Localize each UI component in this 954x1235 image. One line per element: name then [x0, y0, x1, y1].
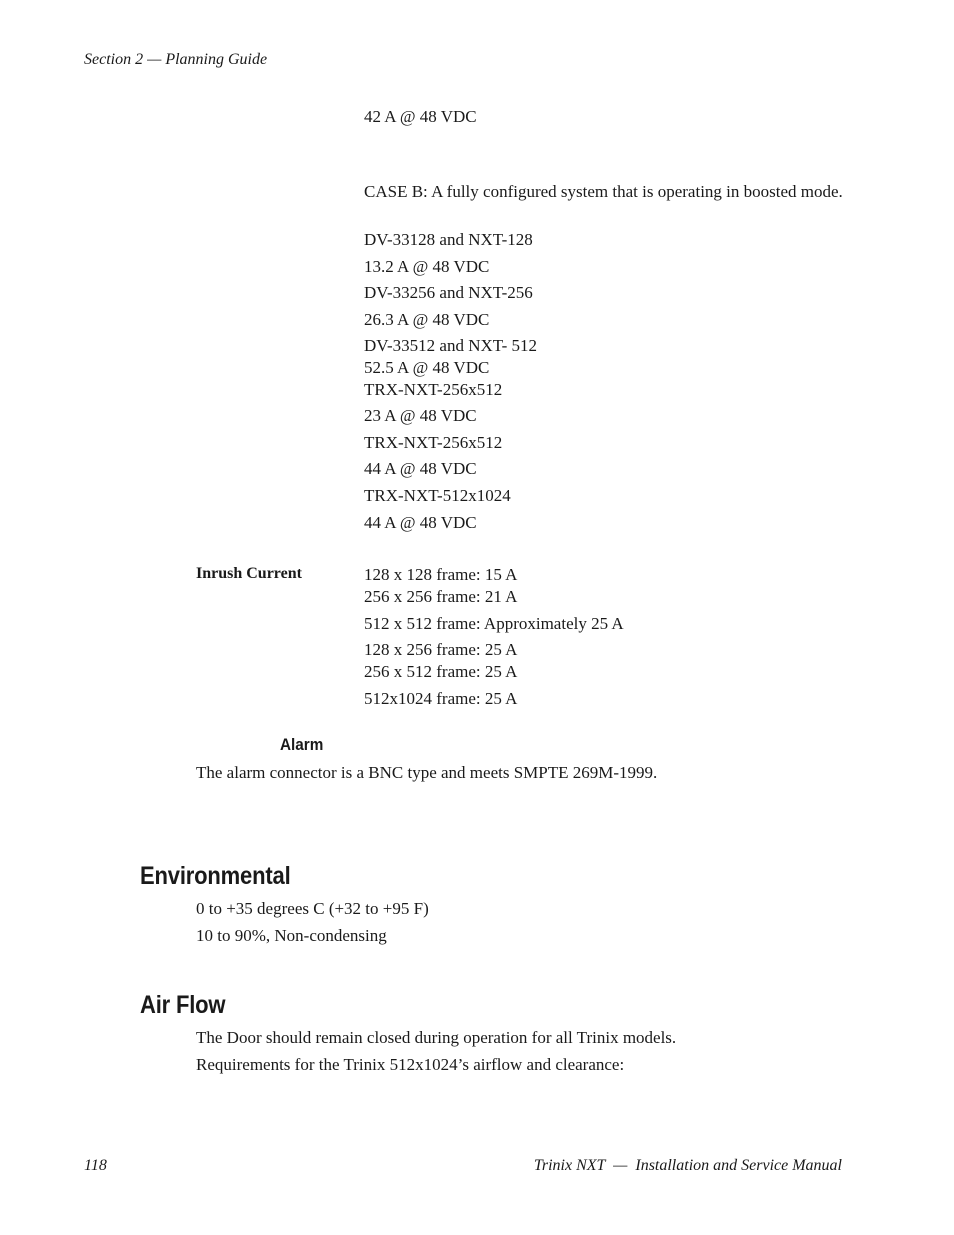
running-head: Section 2 — Planning Guide	[84, 51, 268, 68]
inrush-line: 512 x 512 frame: Approximately 25 A	[364, 614, 624, 633]
air-flow-heading: Air Flow	[140, 991, 226, 1019]
environmental-heading: Environmental	[140, 862, 291, 890]
alarm-heading: Alarm	[280, 735, 324, 754]
inrush-line: 128 x 128 frame: 15 A	[364, 565, 518, 584]
page-number: 118	[84, 1157, 107, 1174]
power-line: 44 A @ 48 VDC	[364, 459, 477, 478]
inrush-line: 256 x 512 frame: 25 A	[364, 662, 518, 681]
inrush-line: 256 x 256 frame: 21 A	[364, 587, 518, 606]
power-line: 23 A @ 48 VDC	[364, 406, 477, 425]
environmental-line: 10 to 90%, Non-condensing	[196, 926, 387, 945]
power-line: DV-33512 and NXT- 512	[364, 336, 537, 355]
case-a-value: 42 A @ 48 VDC	[364, 107, 477, 126]
case-b-intro: CASE B: A fully configured system that is operating in boosted mode.	[364, 182, 843, 201]
power-line: TRX-NXT-256x512	[364, 380, 503, 399]
inrush-line: 512x1024 frame: 25 A	[364, 689, 518, 708]
environmental-line: 0 to +35 degrees C (+32 to +95 F)	[196, 899, 429, 918]
power-line: DV-33128 and NXT-128	[364, 230, 533, 249]
air-flow-line: The Door should remain closed during operation for all Trinix models.	[196, 1028, 677, 1047]
power-line: 44 A @ 48 VDC	[364, 513, 477, 532]
inrush-label: Inrush Current	[196, 565, 302, 582]
power-line: TRX-NXT-512x1024	[364, 486, 511, 505]
footer-manual-title: Trinix NXT — Installation and Service Manual	[533, 1157, 842, 1174]
inrush-line: 128 x 256 frame: 25 A	[364, 640, 518, 659]
power-line: 26.3 A @ 48 VDC	[364, 310, 490, 329]
power-line: 13.2 A @ 48 VDC	[364, 257, 490, 276]
power-line: TRX-NXT-256x512	[364, 433, 503, 452]
alarm-text: The alarm connector is a BNC type and meets SMPTE 269M-1999.	[196, 763, 658, 782]
power-line: 52.5 A @ 48 VDC	[364, 358, 490, 377]
air-flow-line: Requirements for the Trinix 512x1024’s airflow and clearance:	[196, 1055, 625, 1074]
power-line: DV-33256 and NXT-256	[364, 283, 533, 302]
